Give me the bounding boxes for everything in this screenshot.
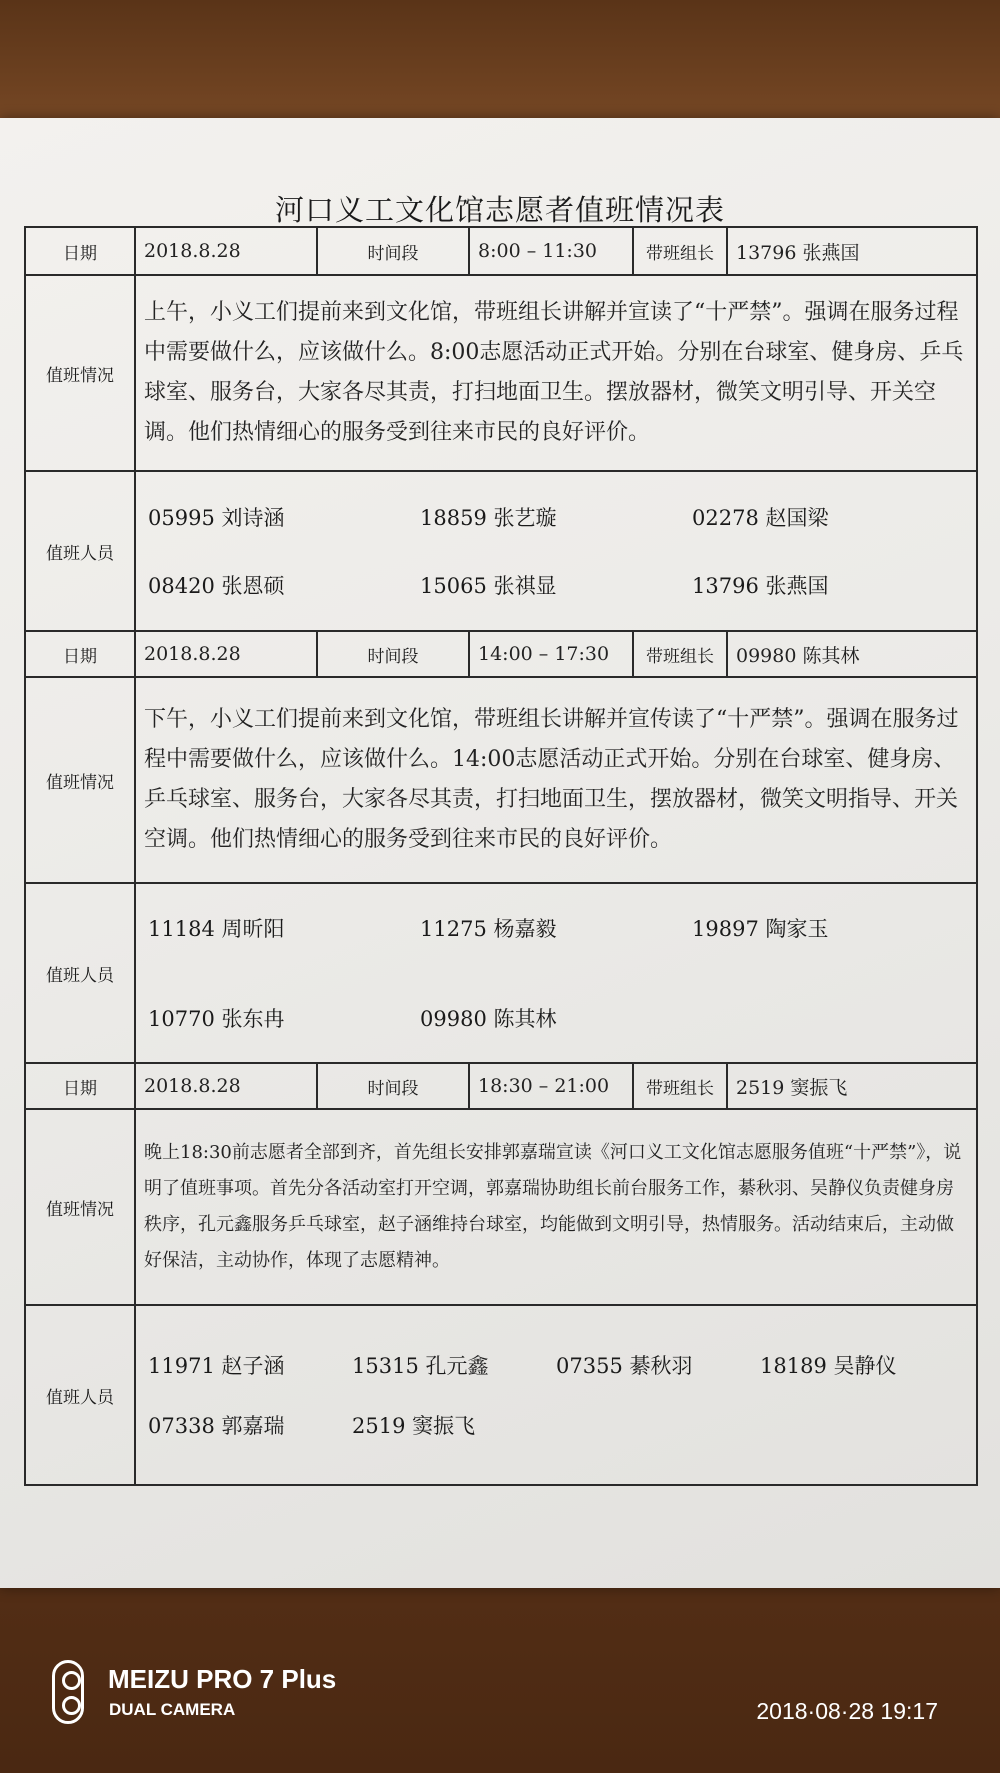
shift-2-header-row [25, 631, 977, 677]
shift-situation: 上午，小义工们提前来到文化馆，带班组长讲解并宣读了“十严禁”。强调在服务过程中需要做什么，应该做什么。8:00志愿活动正式开始。分别在台球室、健身房、乒乓球室、服务台，大家各尽其责，打扫地面卫生。摆放器材，微笑文明引导、开关空调。他们热情细心的服务受到往来市民的良好评价。 [135, 275, 977, 471]
period-label: 时间段 [317, 227, 469, 275]
staff-label: 值班人员 [25, 883, 135, 1063]
shift-3-header-row [25, 1063, 977, 1109]
shift-1-staff-row [25, 471, 977, 631]
staff-list [136, 899, 976, 1047]
volunteer-entry: 11971 赵子涵 [148, 1354, 285, 1378]
shift-3-staff-row [25, 1305, 977, 1485]
staff-list [136, 488, 976, 614]
shift-leader: 09980 陈其林 [727, 631, 977, 677]
volunteer-entry: 08420 张恩硕 [148, 574, 285, 598]
situation-label: 值班情况 [25, 677, 135, 883]
leader-label: 带班组长 [633, 227, 727, 275]
leader-label: 带班组长 [633, 631, 727, 677]
shift-situation: 下午，小义工们提前来到文化馆，带班组长讲解并宣传读了“十严禁”。强调在服务过程中需要做什么，应该做什么。14:00志愿活动正式开始。分别在台球室、健身房、乒乓球室、服务台，大家各尽其责，打扫地面卫生，摆放器材，微笑文明指导、开关空调。他们热情细心的服务受到往来市民的良好评价。 [135, 677, 977, 883]
shift-period: 18:30 – 21:00 [469, 1063, 633, 1109]
photo-timestamp: 2018·08·28 19:17 [756, 1698, 938, 1724]
situation-label: 值班情况 [25, 275, 135, 471]
situation-label: 值班情况 [25, 1109, 135, 1305]
volunteer-entry: 18189 吴静仪 [760, 1354, 897, 1378]
volunteer-entry: 05995 刘诗涵 [148, 506, 285, 530]
shift-date: 2018.8.28 [135, 631, 317, 677]
date-label: 日期 [25, 631, 135, 677]
date-label: 日期 [25, 1063, 135, 1109]
shift-1-header-row [25, 227, 977, 275]
shift-situation: 晚上18:30前志愿者全部到齐，首先组长安排郭嘉瑞宣读《河口义工文化馆志愿服务值班“十严禁”》，说明了值班事项。首先分各活动室打开空调，郭嘉瑞协助组长前台服务工作，綦秋羽、吴静仪负责健身房秩序，孔元鑫服务乒乓球室，赵子涵维持台球室，均能做到文明引导，热情服务。活动结束后，主动做好保洁，主动协作，体现了志愿精神。 [135, 1109, 977, 1305]
staff-label: 值班人员 [25, 471, 135, 631]
shift-date: 2018.8.28 [135, 1063, 317, 1109]
volunteer-entry: 15065 张祺显 [420, 574, 557, 598]
camera-subtitle: DUAL CAMERA [109, 1700, 236, 1719]
shift-1-situation-row [25, 275, 977, 471]
camera-model: MEIZU PRO 7 Plus [108, 1664, 337, 1694]
volunteer-entry: 2519 窦振飞 [352, 1414, 476, 1438]
duty-table [24, 226, 978, 1486]
shift-leader: 13796 张燕国 [727, 227, 977, 275]
shift-2-staff-row [25, 883, 977, 1063]
staff-label: 值班人员 [25, 1305, 135, 1485]
volunteer-entry: 07355 綦秋羽 [556, 1354, 693, 1378]
volunteer-entry: 18859 张艺璇 [420, 506, 557, 530]
volunteer-entry: 13796 张燕国 [692, 574, 829, 598]
volunteer-entry: 11275 杨嘉毅 [420, 917, 557, 941]
leader-label: 带班组长 [633, 1063, 727, 1109]
shift-period: 8:00 – 11:30 [469, 227, 633, 275]
period-label: 时间段 [317, 1063, 469, 1109]
shift-date: 2018.8.28 [135, 227, 317, 275]
volunteer-entry: 15315 孔元鑫 [352, 1354, 489, 1378]
dual-camera-icon [52, 1660, 84, 1724]
date-label: 日期 [25, 227, 135, 275]
shift-3-situation-row [25, 1109, 977, 1305]
volunteer-entry: 10770 张东冉 [148, 1007, 285, 1031]
volunteer-entry: 11184 周昕阳 [148, 917, 285, 941]
staff-list [136, 1344, 976, 1446]
volunteer-entry: 09980 陈其林 [420, 1007, 557, 1031]
document-title: 河口义工文化馆志愿者值班情况表 [274, 193, 725, 227]
shift-leader: 2519 窦振飞 [727, 1063, 977, 1109]
shift-2-situation-row [25, 677, 977, 883]
period-label: 时间段 [317, 631, 469, 677]
paper-sheet [0, 118, 1000, 1588]
volunteer-entry: 02278 赵国梁 [692, 506, 829, 530]
volunteer-entry: 07338 郭嘉瑞 [148, 1414, 285, 1438]
shift-period: 14:00 – 17:30 [469, 631, 633, 677]
volunteer-entry: 19897 陶家玉 [692, 917, 829, 941]
